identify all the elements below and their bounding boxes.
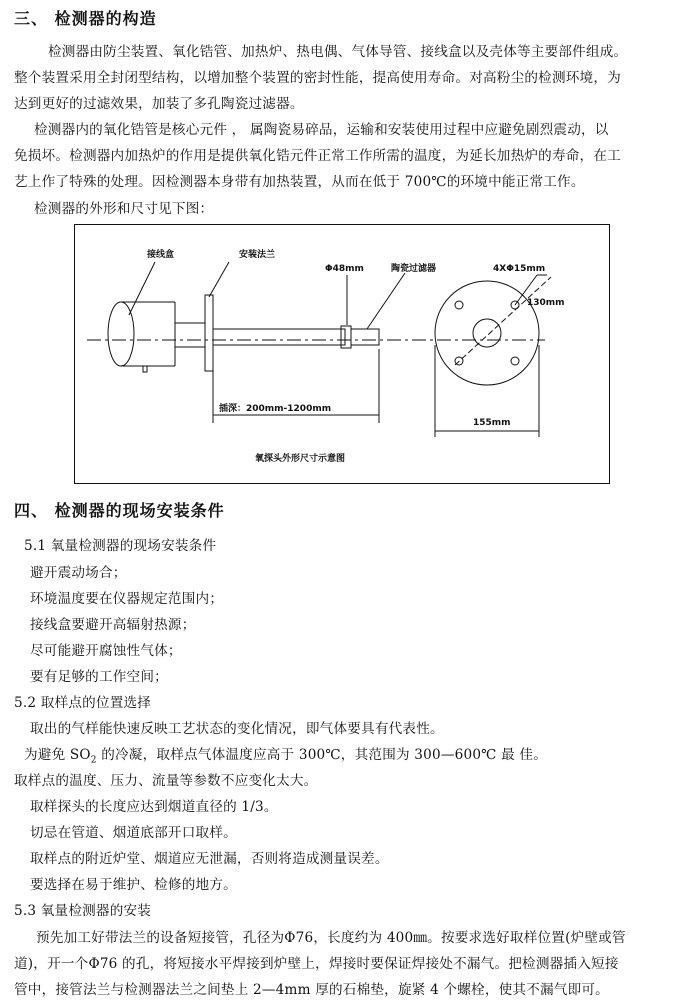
s53-line2: 道)，开一个Φ76 的孔，将短接水平焊接到炉壁上，焊接时要保证焊接处不漏气。把检测器插入短接 (14, 956, 619, 972)
s52-line3: 取样点的温度、压力、流量等参数不应变化太大。 (14, 773, 318, 789)
label-filter: 陶瓷过滤器 (391, 264, 437, 274)
label-155: 155mm (473, 418, 511, 428)
para3: 检测器的外形和尺寸见下图： (34, 201, 214, 217)
junction-box-face (108, 302, 134, 366)
s51-item: 尽可能避开腐蚀性气体； (30, 643, 182, 659)
figure-caption: 氧探头外形尺寸示意图 (255, 454, 346, 464)
s51-item: 环境温度要在仪器规定范围内； (30, 591, 224, 607)
para2-line2: 免损坏。检测器内加热炉的作用是提供氧化锆元件正常工作所需的温度，为延长加热炉的寿命，在工 (14, 148, 621, 164)
s52-line2-a: 为避免 SO (24, 747, 91, 763)
s52-line6: 取样点的附近炉堂、烟道应无泄漏，否则将造成测量误差。 (30, 851, 389, 867)
para2-line1: 检测器内的氧化锆管是核心元件 ， 属陶瓷易碎品，运输和安装使用过程中应避免剧烈震动，以 (34, 122, 609, 138)
bolt-hole (455, 301, 463, 309)
s51-item: 接线盒要避开高辐射热源； (30, 617, 196, 633)
label-flange: 安装法兰 (239, 250, 276, 260)
label-holes: 4XΦ15mm (493, 264, 546, 274)
bolt-hole (511, 357, 519, 365)
para1-line3: 达到更好的过滤效果，加装了多孔陶瓷过滤器。 (14, 96, 304, 112)
s52-line1: 取出的气样能快速反映工艺状态的变化情况，即气体要具有代表性。 (30, 721, 444, 737)
s52-line2-sub: 2 (90, 755, 97, 766)
label-130: 130mm (527, 298, 565, 308)
s52-line4: 取样探头的长度应达到烟道直径的 1/3。 (30, 799, 278, 815)
para2-line3: 艺上作了特殊的处理。因检测器本身带有加热装置，从而在低于 700℃的环境中能正常工作。 (14, 174, 585, 190)
s52-title: 5.2 取样点的位置选择 (14, 695, 152, 711)
s52-line2 (24, 743, 547, 766)
section-3-heading: 三、 检测器的构造 (14, 9, 157, 28)
s52-line7: 要选择在易于维护、检修的地方。 (30, 877, 237, 893)
label-junction-box: 接线盒 (147, 250, 175, 260)
probe-diagram (75, 225, 611, 485)
section-4-heading: 四、 检测器的现场安装条件 (14, 501, 225, 520)
probe-body (175, 323, 205, 347)
mounting-flange (205, 295, 213, 371)
label-diameter: Φ48mm (325, 264, 364, 274)
s51-title: 5.1 氧量检测器的现场安装条件 (24, 538, 217, 554)
s52-line2-b: 的冷凝，取样点气体温度应高于 300℃，其范围为 300—600℃ 最 佳。 (96, 747, 548, 763)
s53-title: 5.3 氧量检测器的安装 (14, 903, 152, 919)
s53-line3: 管中，接管法兰与检测器法兰之间垫上 2—4mm 厚的石棉垫，旋紧 4 个螺栓，使其不漏气即可。 (14, 982, 609, 998)
probe-tube (213, 329, 345, 345)
para1-line1: 检测器由防尘装置、氧化锆管、加热炉、热电偶、气体导管、接线盒以及壳体等主要部件组成。 (48, 44, 628, 60)
s52-line5: 切忌在管道、烟道底部开口取样。 (30, 825, 237, 841)
s51-item: 要有足够的工作空间； (30, 669, 168, 685)
label-depth: 插深：200mm-1200mm (219, 404, 332, 414)
s51-item: 避开震动场合； (30, 565, 127, 581)
ceramic-filter (351, 329, 379, 345)
s53-line1: 预先加工好带法兰的设备短接管，孔径为Φ76，长度约为 400㎜。按要求选好取样位置(炉壁或管 (36, 930, 626, 946)
probe-dimension-figure (74, 224, 610, 484)
flange-face (435, 281, 539, 385)
para1-line2: 整个装置采用全封闭型结构，以增加整个装置的密封性能，提高使用寿命。对高粉尘的检测环境，为 (14, 70, 621, 86)
cable-gland (143, 366, 147, 372)
flange-center-hole (473, 319, 501, 347)
